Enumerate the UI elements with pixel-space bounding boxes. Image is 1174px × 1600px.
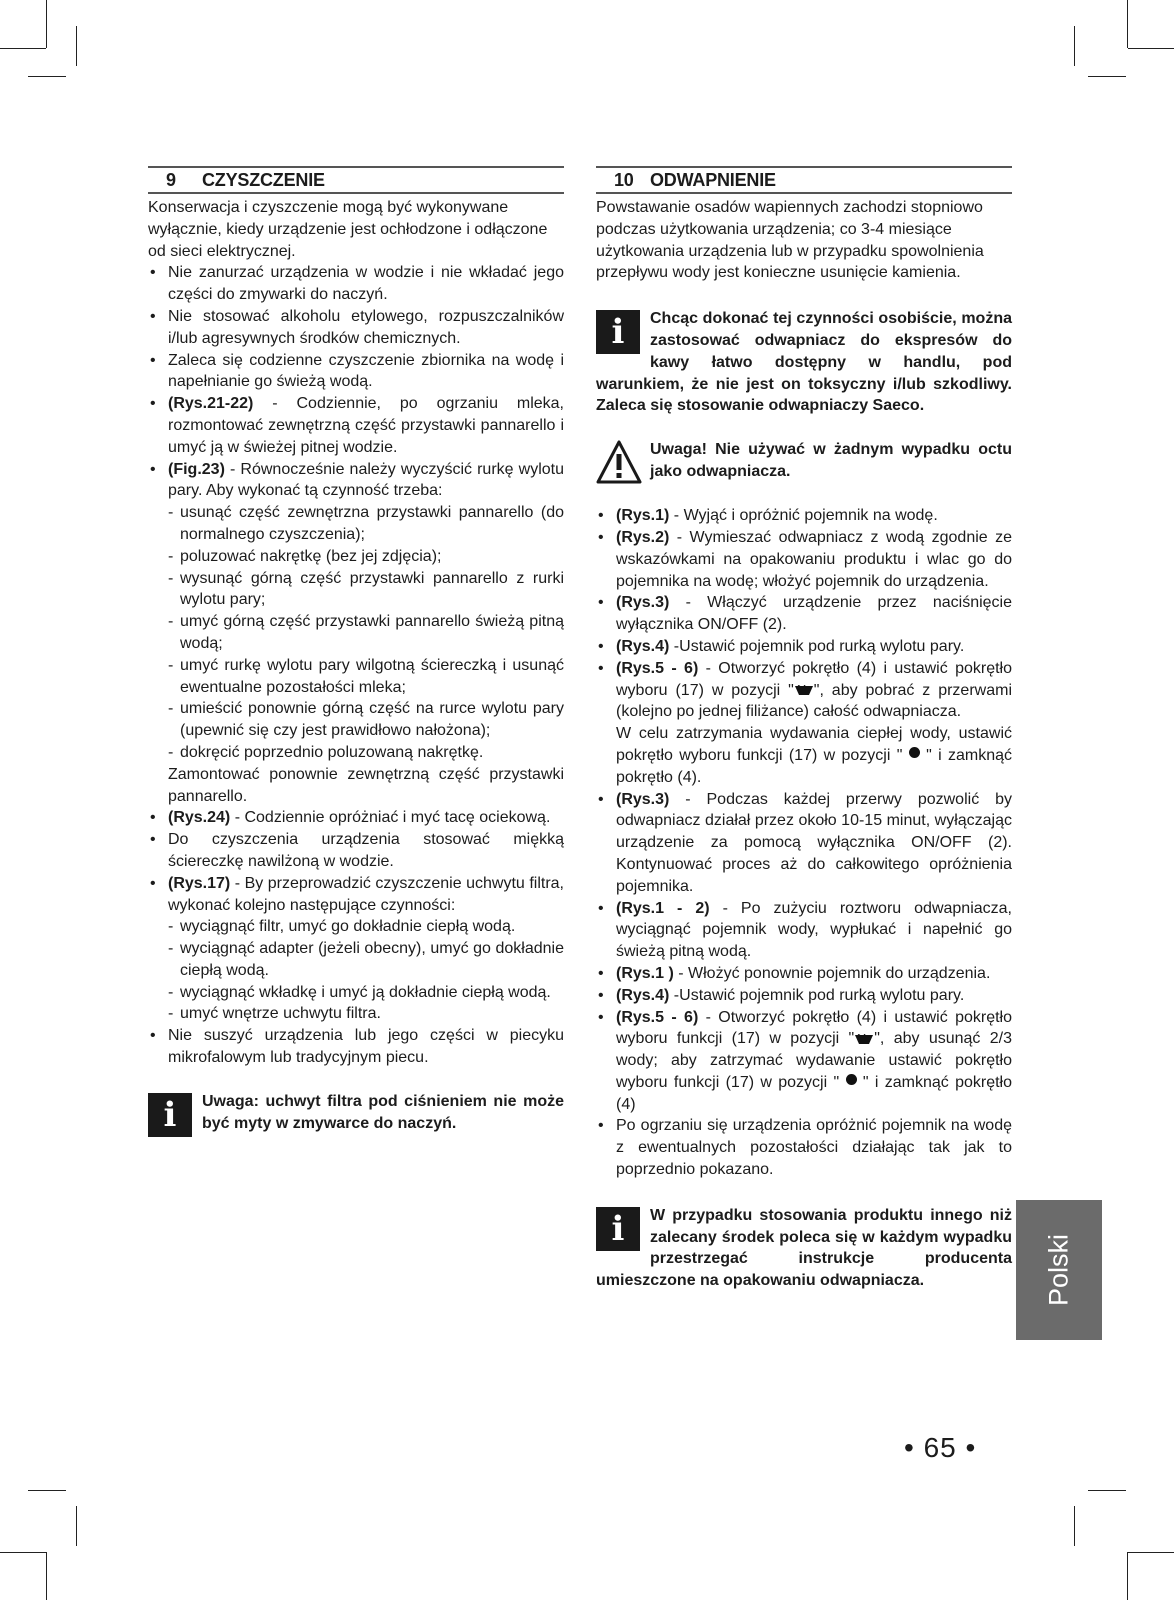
list-item: [148, 807, 564, 829]
section-heading: [596, 166, 1012, 194]
list-item-text: - Podczas każdej przerwy pozwolić by odwapniacz działał przez około 10-15 minut, wyłączając urządzenie za pomocą wyłącznika ON/OFF (2). Kontynuować proces aż do całkowitego opróżnienia pojemnika.: [616, 790, 1012, 895]
figure-ref: (Rys.1): [616, 507, 670, 525]
intro-paragraph: Konserwacja i czyszczenie mogą być wykonywane wyłącznie, kiedy urządzenie jest ochłodzone i odłączone od sieci elektrycznej.: [148, 199, 548, 260]
step-item: - umyć wnętrze uchwytu filtra.: [168, 1003, 564, 1025]
figure-ref: (Rys.3): [616, 790, 670, 808]
list-item: [596, 636, 1012, 658]
list-item-text: " i zamknąć pokrętło (4): [616, 1073, 1012, 1113]
step-list: [168, 916, 564, 1025]
figure-ref: (Rys.3): [616, 594, 670, 612]
off-position-icon: [909, 747, 920, 758]
warning-text: Uwaga! Nie używać w żadnym wypadku octu jako odwapniacza.: [650, 441, 1012, 480]
descaling-steps: [596, 505, 1012, 1181]
list-item-text: ", aby usunąć 2/3 wody; aby zatrzymać wydawanie ustawić pokrętło wyboru funkcji (17) w pozycji ": [616, 1030, 1013, 1091]
list-item-text: -Ustawić pojemnik pod rurką wylotu pary.: [669, 986, 965, 1004]
figure-ref: (Rys.4): [616, 986, 670, 1004]
list-item: [596, 658, 1012, 789]
list-item-text: - Otworzyć pokrętło (4) i ustawić pokrętło wyboru (17) w pozycji ": [616, 659, 1013, 699]
step-note: Zamontować ponownie zewnętrzną część przystawki pannarello.: [168, 765, 564, 805]
list-item: • Nie suszyć urządzenia lub jego części w piecyku mikrofalowym lub tradycyjnym piecu.: [148, 1025, 564, 1069]
info-icon: i: [596, 1207, 640, 1251]
list-item-text: - Po zużyciu roztworu odwapniacza, wyciągnąć pojemnik wody, wypłukać i napełnić go świeżą pitną wodą.: [616, 899, 1013, 961]
off-position-icon: [846, 1074, 857, 1085]
list-item: • Zaleca się codzienne czyszczenie zbiornika na wodę i napełnianie go świeżą wodą.: [148, 350, 564, 394]
info-note-text: Uwaga: uchwyt filtra pod ciśnieniem nie może być myty w zmywarce do naczyń.: [202, 1092, 564, 1132]
list-item-text: - Wyjąć i opróżnić pojemnik na wodę.: [669, 507, 938, 525]
list-item: • Nie zanurzać urządzenia w wodzie i nie wkładać jego części do zmywarki do naczyń.: [148, 262, 564, 306]
step-item: - wysunąć górną część przystawki pannarello z rurki wylotu pary;: [168, 568, 564, 612]
list-item-text: - Równocześnie należy wyczyścić rurkę wylotu pary. Aby wykonać tą czynność trzeba:: [168, 460, 564, 500]
list-item-text: - Otworzyć pokrętło (4) i ustawić pokrętło wyboru funkcji (17) w pozycji ": [616, 1008, 1013, 1048]
list-item: [596, 505, 1012, 527]
figure-ref: (Rys.21-22): [168, 395, 254, 413]
list-item-text: - Codziennie opróżniać i myć tacę ociekową.: [230, 809, 551, 827]
list-item-text: - Wymieszać odwapniacz z wodą zgodnie ze wskazówkami na opakowaniu produktu i wlac go do pojemnika na wodę; włożyć pojemnik do urządzenia.: [616, 528, 1012, 590]
list-item-text: " i zamknąć pokrętło (4).: [616, 746, 1013, 786]
figure-ref: (Rys.17): [168, 874, 231, 892]
figure-ref: (Rys.24): [168, 809, 231, 827]
section-title: CZYSZCZENIE: [202, 170, 325, 190]
figure-ref: (Rys.1 ): [616, 964, 674, 982]
warning-icon: [596, 439, 642, 485]
step-item: - umyć górną część przystawki pannarello świeżą pitną wodą;: [168, 611, 564, 655]
figure-ref: (Rys.5 - 6): [616, 659, 699, 677]
section-descaling: [596, 166, 1012, 1292]
list-item: [596, 527, 1012, 592]
step-item: - dokręcić poprzednio poluzowaną nakrętkę.: [168, 742, 564, 764]
list-item: [596, 1007, 1012, 1116]
list-item: • Do czyszczenia urządzenia stosować miękką ściereczkę nawilżoną w wodzie.: [148, 829, 564, 873]
list-item-text: ", aby pobrać z przerwami (kolejno po jednej filiżance) całość odwapniacza.: [616, 681, 1012, 721]
list-item: [596, 985, 1012, 1007]
list-item: [148, 873, 564, 1026]
cleaning-list: [148, 262, 564, 1068]
list-item-text: - Włączyć urządzenie przez naciśnięcie wyłącznika ON/OFF (2).: [616, 594, 1012, 634]
list-item-text: -Ustawić pojemnik pod rurką wylotu pary.: [669, 637, 965, 655]
section-number: 10: [614, 170, 634, 190]
step-item: - umieścić ponownie górną część na rurce wylotu pary (upewnić się czy jest prawidłowo nałożona);: [168, 698, 564, 742]
hot-water-icon: [854, 1034, 874, 1045]
language-tab-label: Polski: [1043, 1233, 1074, 1307]
section-title: ODWAPNIENIE: [650, 170, 776, 190]
figure-ref: (Rys.2): [616, 528, 670, 546]
list-item-text: - Codziennie, po ogrzaniu mleka, rozmontować zewnętrzną część przystawki pannarello i umyć ją w świeżej pitnej wodzie.: [168, 395, 564, 456]
hot-water-icon: [794, 685, 814, 696]
page-number: • 65 •: [904, 1432, 977, 1463]
language-tab: [1016, 1200, 1102, 1340]
figure-ref: (Rys.5 - 6): [616, 1008, 699, 1026]
info-note-text: W przypadku stosowania produktu innego niż zalecany środek poleca się w każdym wypadku przestrzegać instrukcje producenta umieszczone na opakowaniu odwapniacza.: [596, 1206, 1012, 1290]
list-item: • Nie stosować alkoholu etylowego, rozpuszczalników i/lub agresywnych środków chemicznych.: [148, 306, 564, 350]
step-item: - poluzować nakrętkę (bez jej zdjęcia);: [168, 546, 564, 568]
intro-paragraph: Powstawanie osadów wapiennych zachodzi stopniowo podczas użytkowania urządzenia; co 3-4 miesiące użytkowania urządzenia lub w przypadku spowolnienia przepływu wody jest konieczne usunięcie kamienia.: [596, 199, 984, 282]
figure-ref: (Fig.23): [168, 460, 225, 478]
list-item-text: - Włożyć ponownie pojemnik do urządzenia.: [673, 964, 991, 982]
step-item: - wyciągnąć adapter (jeżeli obecny), umyć go dokładnie ciepłą wodą.: [168, 938, 564, 982]
section-number: 9: [166, 170, 176, 190]
info-note-text: Chcąc dokonać tej czynności osobiście, można zastosować odwapniacz do ekspresów do kawy łatwo dostępny w handlu, pod warunkiem, że nie jest on toksyczny i/lub szkodliwy. Zaleca się stosowanie odwapniaczy Saeco.: [596, 310, 1012, 415]
step-item: - wyciągnąć wkładkę i umyć ją dokładnie ciepłą wodą.: [168, 982, 564, 1004]
list-item-text: - By przeprowadzić czyszczenie uchwytu filtra, wykonać kolejno następujące czynności:: [168, 874, 564, 914]
step-item: - umyć rurkę wylotu pary wilgotną ściereczką i usunąć ewentualne pozostałości mleka;: [168, 655, 564, 699]
step-item: - wyciągnąć filtr, umyć go dokładnie ciepłą wodą.: [168, 916, 564, 938]
info-icon: i: [148, 1093, 192, 1137]
list-item: [148, 459, 564, 808]
section-heading: [148, 166, 564, 194]
list-item: [596, 592, 1012, 636]
list-item: [596, 789, 1012, 898]
step-item: - usunąć część zewnętrzna przystawki pannarello (do normalnego czyszczenia);: [168, 502, 564, 546]
list-item: [596, 898, 1012, 963]
list-item-text: W celu zatrzymania wydawania ciepłej wody, ustawić pokrętło wyboru funkcji (17) w pozycji ": [616, 725, 1012, 764]
step-list: [168, 502, 564, 764]
info-icon: i: [596, 310, 640, 354]
figure-ref: (Rys.4): [616, 637, 670, 655]
list-item: [148, 393, 564, 458]
info-note: [596, 1205, 1012, 1292]
info-note: [148, 1091, 564, 1135]
warning-note: [596, 439, 1012, 487]
section-cleaning: [148, 166, 564, 1139]
list-item: • Po ogrzaniu się urządzenia opróżnić pojemnik na wodę z ewentualnych pozostałości działając tak jak to poprzednio pokazano.: [596, 1115, 1012, 1180]
figure-ref: (Rys.1 - 2): [616, 899, 710, 917]
info-note: [596, 308, 1012, 417]
list-item: [596, 963, 1012, 985]
